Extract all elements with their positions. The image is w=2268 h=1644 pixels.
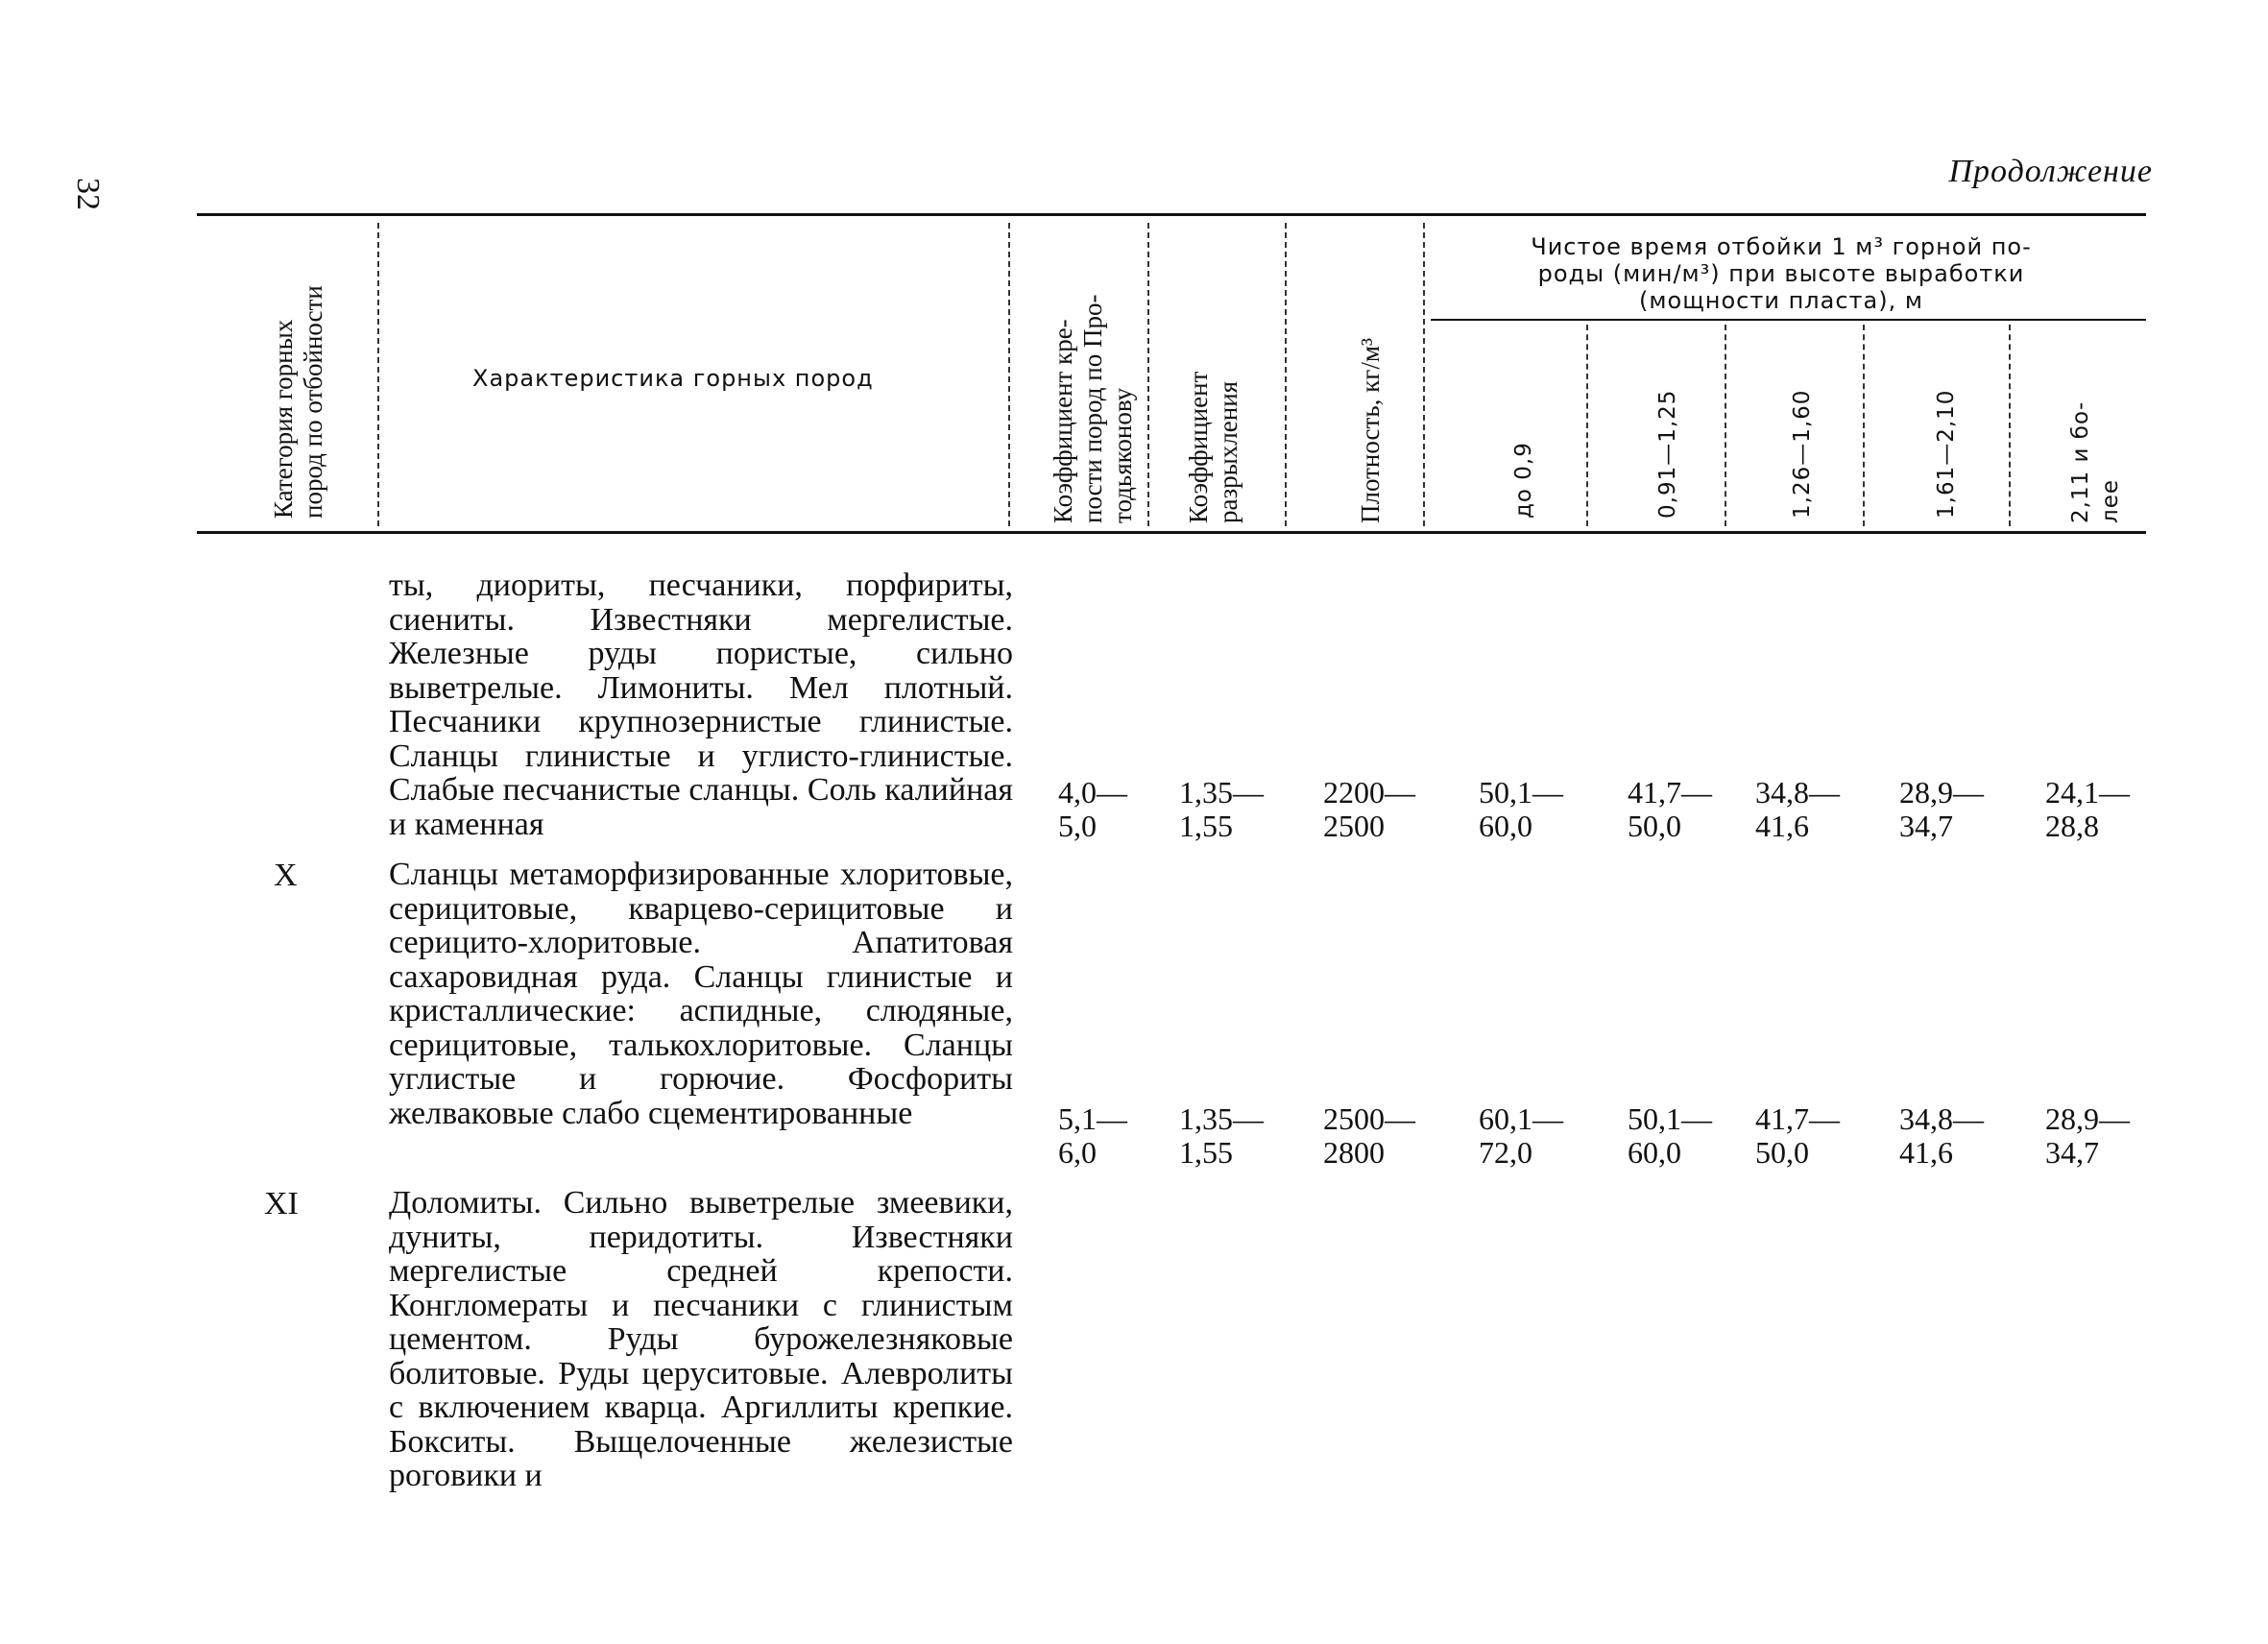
header-density: Плотность, кг/м³ [1356, 337, 1385, 523]
top-rule [197, 213, 2146, 216]
time-value: 28,9— 34,7 [2045, 1101, 2130, 1170]
density-value: 2500— 2800 [1323, 1101, 1415, 1170]
row-description: Доломиты. Сильно выветрелые змеевики, дуниты, перидотиты. Известняки мергелистые средней крепости. Конгломераты и песчаники с глинистым цементом. Руды бурожелезняковые болитовые. Руды церуситовые. Алевролиты с включением кварца. Аргиллиты крепкие. Бокситы. Выщелоченные железистые роговики и [389, 1185, 1013, 1493]
separator [1725, 325, 1726, 526]
time-value: 34,8— 41,6 [1755, 775, 1840, 843]
separator [1423, 223, 1425, 526]
separator [1008, 223, 1010, 526]
subgroup-rule [1431, 319, 2146, 321]
strength-value: 4,0— 5,0 [1058, 775, 1127, 843]
separator [1285, 223, 1287, 526]
continuation-title: Продолжение [1948, 154, 2153, 189]
header-bottom-rule [197, 531, 2146, 534]
header-time-group: Чистое время отбойки 1 м³ горной по- роды (мин/м³) при высоте выработки (мощности пласта), м [1531, 233, 2032, 314]
row-description: Сланцы метаморфизированные хлоритовые, серицитовые, кварцево-серицитовые и серицито-хлоритовые. Апатитовая сахаровидная руда. Сланцы глинистые и кристаллические: аспидные, слюдяные, серицитовые, талькохлоритовые. Сланцы углистые и горючие. Фосфориты желваковые слабо сцементированные [389, 857, 1013, 1131]
time-value: 41,7— 50,0 [1628, 775, 1712, 843]
time-value: 41,7— 50,0 [1755, 1101, 1840, 1170]
header-time-col: до 0,9 [1511, 442, 1536, 519]
header-loosening: Коэффициент разрыхления [1184, 371, 1243, 523]
header-time-col: 2,11 и бо- лее [2068, 400, 2123, 523]
time-value: 50,1— 60,0 [1628, 1101, 1712, 1170]
header-time-col: 1,26—1,60 [1790, 389, 1815, 519]
row-category: X [274, 858, 298, 893]
header-characteristic: Характеристика горных пород [472, 365, 874, 392]
header-strength: Коэффициент кре- пости пород по Про- тодьяконову [1049, 294, 1137, 523]
loosening-value: 1,35— 1,55 [1179, 1101, 1264, 1170]
separator [2009, 325, 2011, 526]
page-number: 32 [70, 178, 106, 210]
strength-value: 5,1— 6,0 [1058, 1101, 1127, 1170]
time-value: 28,9— 34,7 [1899, 775, 1984, 843]
row-description: ты, диориты, песчаники, порфириты, сиениты. Известняки мергелистые. Железные руды пористые, сильно выветрелые. Лимониты. Мел плотный. Песчаники крупнозернистые глинистые. Сланцы глинистые и углисто-глинистые. Слабые песчанистые сланцы. Соль калийная и каменная [389, 568, 1013, 842]
separator [1147, 223, 1149, 526]
separator [1586, 325, 1588, 526]
loosening-value: 1,35— 1,55 [1179, 775, 1264, 843]
separator [377, 223, 379, 526]
header-time-col: 1,61—2,10 [1934, 389, 1959, 519]
header-category: Категория горных пород по отбойности [269, 285, 327, 519]
header-time-col: 0,91—1,25 [1655, 389, 1680, 519]
time-value: 60,1— 72,0 [1479, 1101, 1563, 1170]
time-value: 34,8— 41,6 [1899, 1101, 1984, 1170]
time-value: 24,1— 28,8 [2045, 775, 2130, 843]
density-value: 2200— 2500 [1323, 775, 1415, 843]
row-category: XI [264, 1186, 299, 1221]
separator [1863, 325, 1865, 526]
time-value: 50,1— 60,0 [1479, 775, 1563, 843]
